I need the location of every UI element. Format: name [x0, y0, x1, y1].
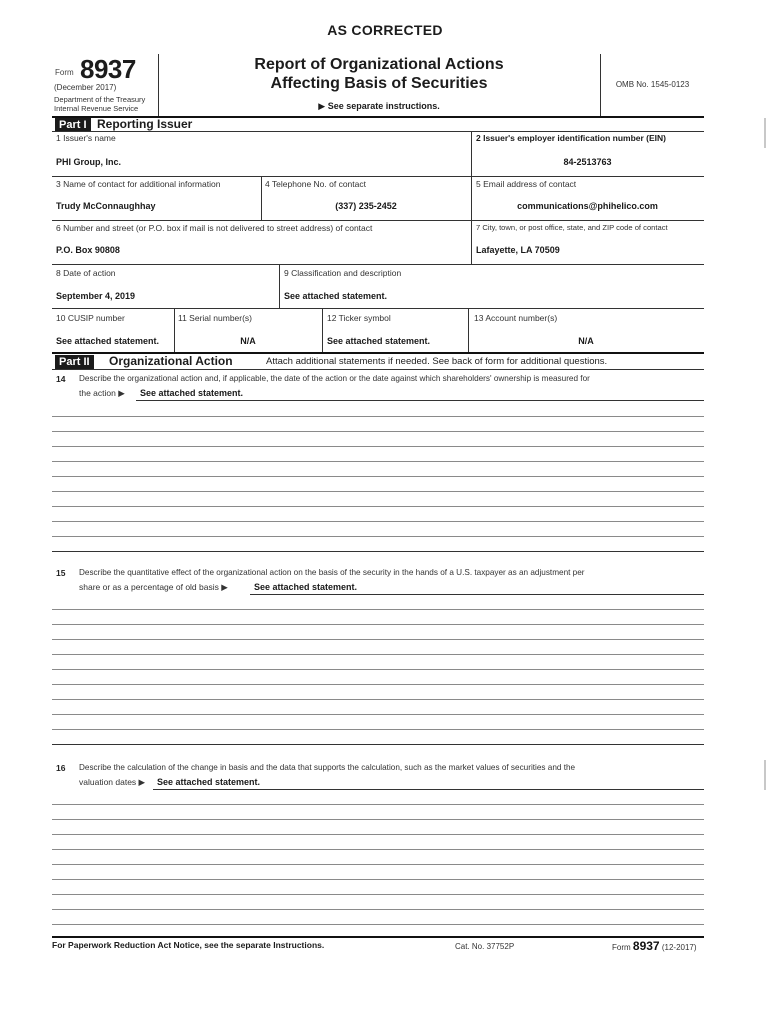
date-of-action-value: September 4, 2019 [56, 291, 136, 301]
q14-line-7 [52, 506, 704, 507]
q14-line-5 [52, 476, 704, 477]
contact-name-value: Trudy McConnaughhay [56, 201, 156, 211]
cusip-value: See attached statement. [56, 336, 160, 346]
q15-line-1 [52, 609, 704, 610]
part1-title: Reporting Issuer [97, 117, 193, 131]
q16-number: 16 [56, 763, 66, 773]
date-of-action-label: 8 Date of action [56, 268, 116, 278]
q15-answer: See attached statement. [254, 582, 358, 592]
footer-form-number: 8937 [632, 939, 660, 953]
q15-line-4 [52, 654, 704, 655]
city-state-zip-label: 7 City, town, or post office, state, and ZIP code of contact [476, 223, 668, 232]
form-title-line2: Affecting Basis of Securities [270, 75, 488, 92]
street-address-value: P.O. Box 90808 [56, 245, 120, 255]
q16-text-line2: valuation dates ▶ [79, 777, 146, 787]
q16-text-line1: Describe the calculation of the change in basis and the data that supports the calculation, such as the market values of securities and the [79, 763, 576, 772]
q14-line-1 [52, 416, 704, 417]
q16-line-3 [52, 834, 704, 835]
account-number-label: 13 Account number(s) [474, 313, 558, 323]
ein-label: 2 Issuer's employer identification number (EIN) [476, 133, 667, 143]
form-title-line1: Report of Organizational Actions [254, 56, 504, 73]
row1-bottom-rule [52, 176, 704, 177]
telephone-value: (337) 235-2452 [335, 201, 397, 211]
q15-line-6 [52, 684, 704, 685]
row5-divider-a [174, 308, 175, 352]
form-word: Form [55, 68, 74, 77]
q14-line-4 [52, 461, 704, 462]
q14-line-2 [52, 431, 704, 432]
q15-text-line1: Describe the quantitative effect of the organizational action on the basis of the security in the hands of a U.S. taxpayer as an adjustment per [79, 568, 585, 577]
q14-line-9 [52, 536, 704, 537]
row2-divider-a [261, 176, 262, 220]
q16-line-7 [52, 894, 704, 895]
scan-artifact [764, 118, 766, 148]
q15-line-3 [52, 639, 704, 640]
omb-number: OMB No. 1545-0123 [615, 80, 690, 89]
issuer-name-value: PHI Group, Inc. [56, 157, 122, 167]
q16-answer: See attached statement. [157, 777, 261, 787]
serial-number-label: 11 Serial number(s) [178, 313, 253, 323]
q14-line-8 [52, 521, 704, 522]
row4-divider [279, 264, 280, 308]
issuer-name-label: 1 Issuer's name [56, 133, 116, 143]
page-bottom-rule [52, 936, 704, 938]
ticker-label: 12 Ticker symbol [327, 313, 391, 323]
q16-line-0 [153, 789, 704, 790]
instructions-note: ▶ See separate instructions. [318, 101, 440, 111]
q14-text-line2: the action ▶ [79, 388, 125, 398]
as-corrected-banner: AS CORRECTED [327, 22, 443, 38]
classification-value: See attached statement. [284, 291, 388, 301]
row2-bottom-rule [52, 220, 704, 221]
city-state-zip-value: Lafayette, LA 70509 [476, 245, 560, 255]
part2-subtitle: Attach additional statements if needed. See back of form for additional questions. [266, 356, 608, 367]
scan-artifact [764, 760, 766, 790]
q16-line-6 [52, 879, 704, 880]
contact-name-label: 3 Name of contact for additional information [56, 179, 221, 189]
q16-line-8 [52, 909, 704, 910]
row5-divider-c [468, 308, 469, 352]
email-label: 5 Email address of contact [476, 179, 577, 189]
row3-bottom-rule [52, 264, 704, 265]
row4-bottom-rule [52, 308, 704, 309]
q15-text-line2: share or as a percentage of old basis ▶ [79, 582, 228, 592]
service-name: Internal Revenue Service [54, 104, 139, 113]
q15-line-10 [52, 744, 704, 745]
row2-divider-b [471, 176, 472, 220]
q14-line-3 [52, 446, 704, 447]
q16-line-4 [52, 849, 704, 850]
q14-answer: See attached statement. [140, 388, 244, 398]
ein-value: 84-2513763 [563, 157, 612, 167]
q15-line-7 [52, 699, 704, 700]
paperwork-notice: For Paperwork Reduction Act Notice, see the separate Instructions. [52, 940, 325, 950]
part1-title-rule [52, 131, 704, 132]
form-revision: (December 2017) [54, 83, 117, 92]
footer-form-word: Form [612, 943, 631, 952]
q16-line-1 [52, 804, 704, 805]
q15-line-0 [250, 594, 704, 595]
ticker-value: See attached statement. [327, 336, 431, 346]
footer-form-id [612, 939, 697, 953]
q16-line-5 [52, 864, 704, 865]
row3-divider [471, 220, 472, 264]
row5-divider-b [322, 308, 323, 352]
department-name: Department of the Treasury [54, 95, 146, 104]
serial-number-value: N/A [240, 336, 256, 346]
account-number-value: N/A [578, 336, 594, 346]
part2-title: Organizational Action [109, 354, 233, 368]
part2-tag: Part II [55, 355, 94, 369]
q15-line-9 [52, 729, 704, 730]
q14-line-6 [52, 491, 704, 492]
q16-line-2 [52, 819, 704, 820]
part1-tag: Part I [55, 118, 91, 132]
telephone-label: 4 Telephone No. of contact [265, 179, 366, 189]
q14-text-line1: Describe the organizational action and, if applicable, the date of the action or the date against which shareholders' ownership is measured for [79, 374, 590, 383]
cusip-label: 10 CUSIP number [56, 313, 125, 323]
form-number: 8937 [80, 54, 136, 84]
row1-divider [471, 131, 472, 176]
street-address-label: 6 Number and street (or P.O. box if mail is not delivered to street address) of contact [56, 223, 373, 233]
q15-line-5 [52, 669, 704, 670]
q15-line-2 [52, 624, 704, 625]
q16-line-9 [52, 924, 704, 925]
q14-number: 14 [56, 374, 66, 384]
catalog-number: Cat. No. 37752P [455, 942, 515, 951]
q14-line-0 [136, 400, 704, 401]
q15-number: 15 [56, 568, 66, 578]
email-value: communications@phihelico.com [517, 201, 658, 211]
footer-form-revision: (12-2017) [661, 943, 697, 952]
part2-title-rule [52, 369, 704, 370]
q14-line-10 [52, 551, 704, 552]
q15-line-8 [52, 714, 704, 715]
classification-label: 9 Classification and description [284, 268, 402, 278]
